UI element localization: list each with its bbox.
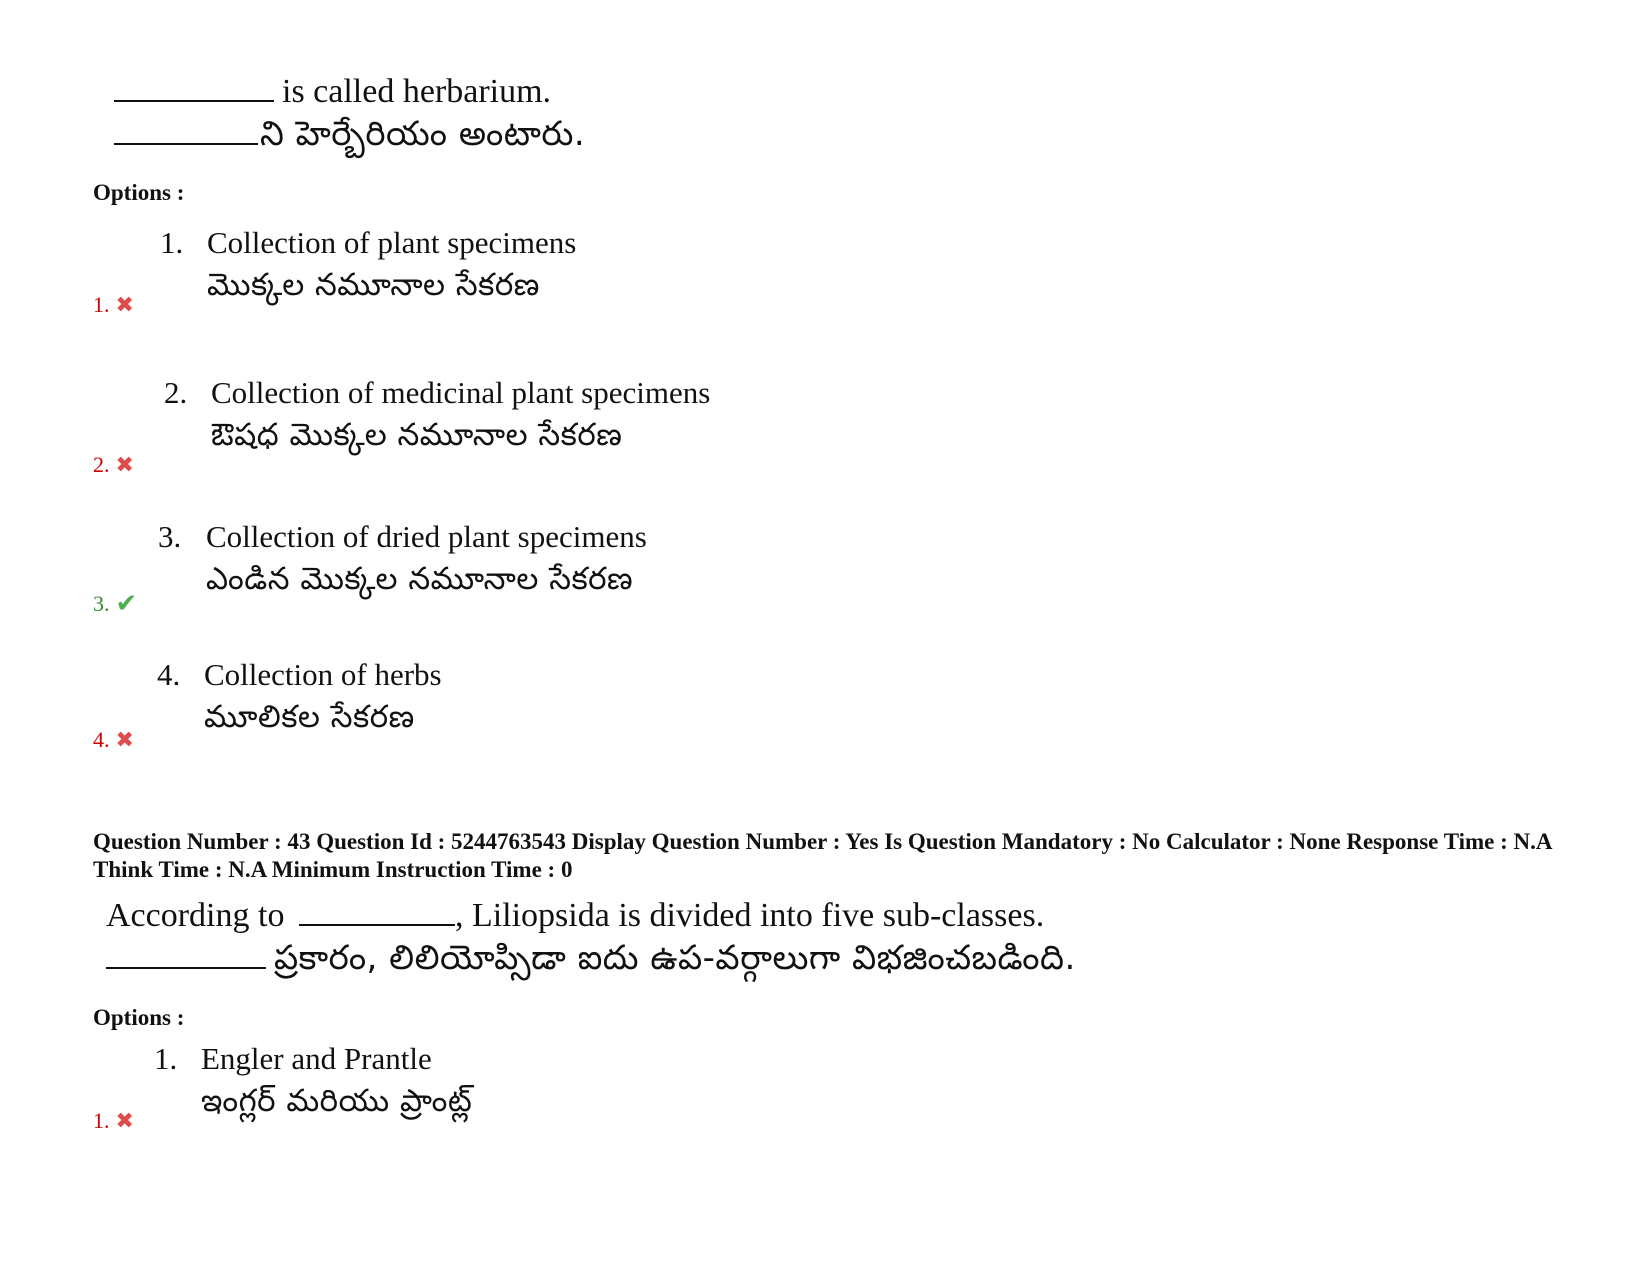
- option-text-en[interactable]: Engler and Prantle: [201, 1041, 432, 1076]
- option-marker: 1. ✖: [93, 292, 134, 318]
- option-text-te[interactable]: ఔషధ మొక్కల నమూనాల సేకరణ: [211, 417, 623, 453]
- cross-icon: ✖: [115, 727, 134, 753]
- cross-icon: ✖: [115, 292, 134, 318]
- answer-blank: [299, 896, 455, 926]
- question-text-en: is called herbarium.: [114, 72, 551, 112]
- option-number: 1.: [160, 225, 184, 260]
- question-meta: Question Number : 43 Question Id : 5244763543 Display Question Number : Yes Is Question Mandatory : No Calculator : None Response Time : N.A Think Time : N.A Minimum Instruction Time : 0: [93, 829, 1552, 882]
- option-marker: 2. ✖: [93, 452, 134, 478]
- option-text-te[interactable]: మూలికల సేకరణ: [204, 699, 415, 735]
- option-number: 1.: [154, 1041, 178, 1076]
- answer-blank: [114, 72, 274, 102]
- answer-blank: [106, 939, 266, 969]
- option-marker: 3. ✔: [93, 589, 138, 619]
- option-text-en[interactable]: Collection of herbs: [204, 657, 442, 692]
- option-text-en[interactable]: Collection of medicinal plant specimens: [211, 375, 711, 410]
- option-text-te[interactable]: ఇంగ్లర్ మరియు ప్రాంట్ల్: [201, 1083, 473, 1119]
- question-text-en: According to , Liliopsida is divided into five sub-classes.: [106, 897, 1045, 934]
- option-text-te[interactable]: ఎండిన మొక్కల నమూనాల సేకరణ: [206, 561, 634, 597]
- option-marker: 4. ✖: [93, 727, 134, 753]
- option-number: 3.: [158, 519, 182, 554]
- option-text-en[interactable]: Collection of dried plant specimens: [206, 519, 647, 554]
- cross-icon: ✖: [115, 452, 134, 478]
- check-icon: ✔: [115, 589, 138, 619]
- answer-blank: [114, 115, 258, 145]
- cross-icon: ✖: [115, 1108, 134, 1134]
- options-label: Options :: [93, 1005, 185, 1030]
- question-text-te: ప్రకారం, లిలియోప్సిడా ఐదు ఉప-వర్గాలుగా విభజించబడింది.: [106, 938, 1076, 978]
- option-number: 2.: [164, 375, 188, 410]
- option-text-en[interactable]: Collection of plant specimens: [207, 225, 577, 260]
- option-marker: 1. ✖: [93, 1108, 134, 1134]
- option-text-te[interactable]: మొక్కల నమూనాల సేకరణ: [207, 267, 540, 303]
- options-label: Options :: [93, 180, 185, 205]
- option-number: 4.: [157, 657, 181, 692]
- question-text-te: ని హెర్బేరియం అంటారు.: [114, 114, 585, 154]
